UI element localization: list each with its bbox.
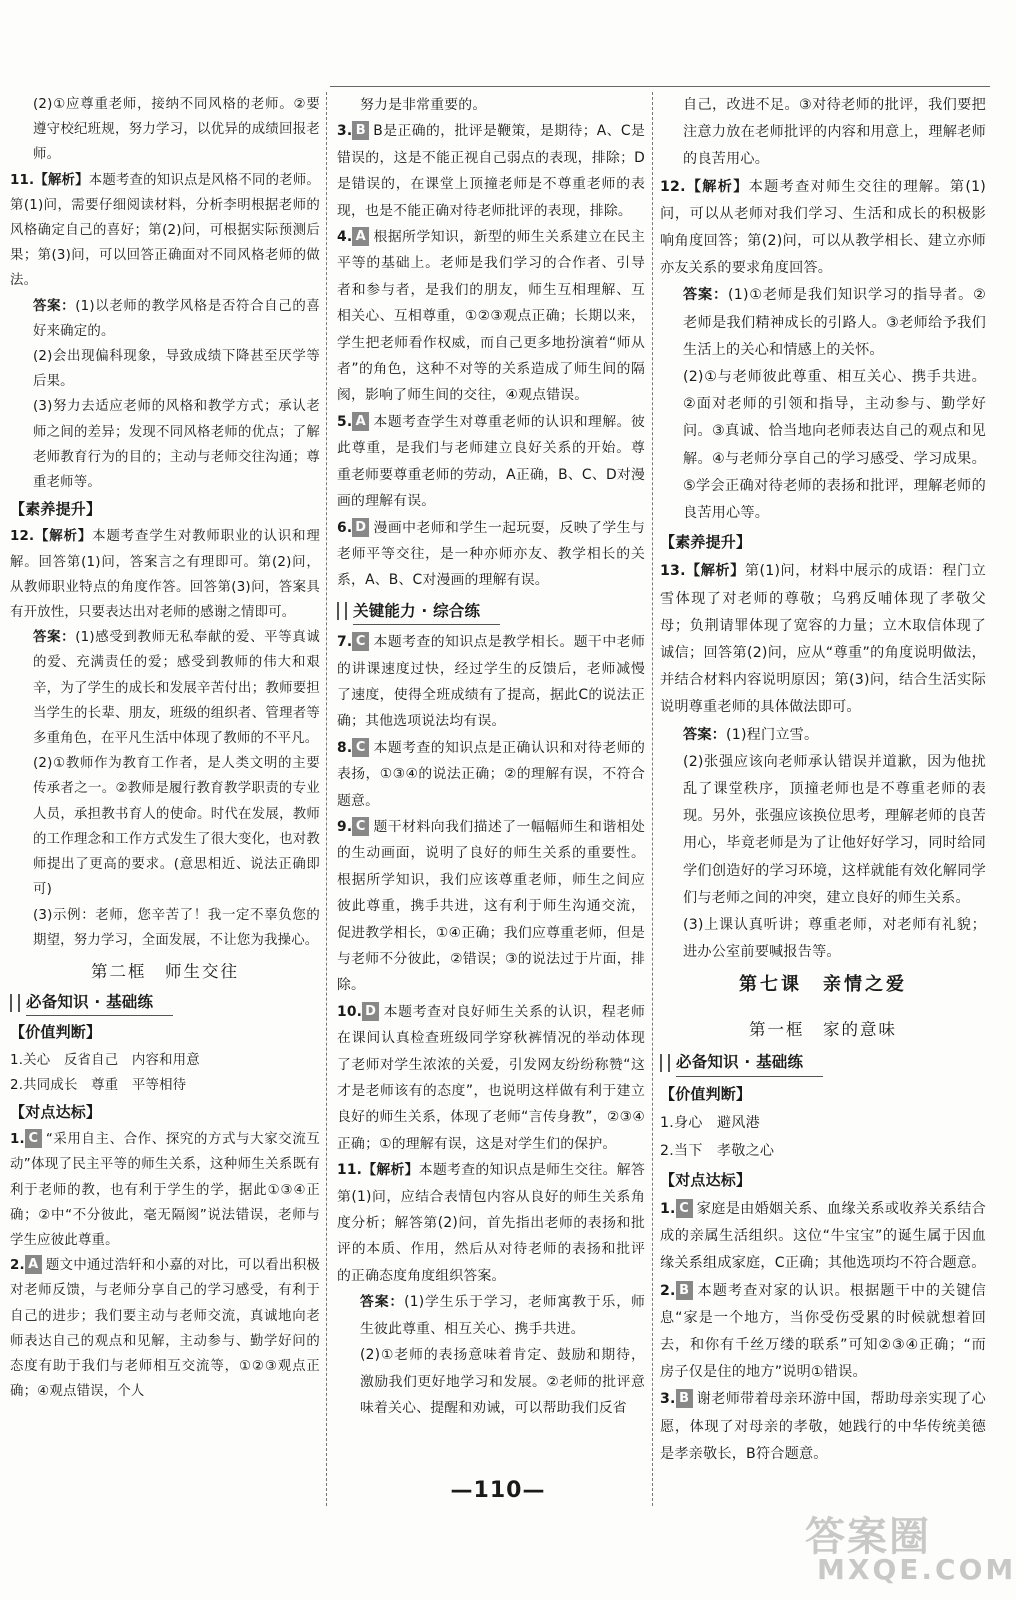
answer-para [337,1289,645,1342]
question-text: 漫画中老师和学生一起玩耍，反映了学生与老师平等交往，是一种亦师亦友、教学相长的关系，A、B、C对漫画的理解有误。 [337,519,645,589]
question-1 [10,1127,320,1253]
analysis-tag: 【解析】 [34,529,93,545]
question-number: 1. [660,1200,676,1217]
answer-para [660,282,986,364]
question-1 [660,1196,986,1278]
answer-tag: 答案： [683,287,729,304]
section-title: 关键能力 · 综合练 [353,598,500,625]
top-rule [330,86,990,87]
question-number: 13. [660,563,686,580]
sub-heading: 【价值判断】 [10,1023,102,1042]
answer-box: C [25,1129,42,1148]
analysis-text: 本题考查的知识点是师生交往。解答第(1)问，应结合表情包内容从良好的师生关系角度分析；解答第(2)问，首先指出老师的表扬和批评的本质、作用，然后从对待老师的表扬和批评的正确态度角度组织答案。 [337,1162,645,1284]
answer-box: B [676,1389,693,1408]
section-bar [10,990,320,1016]
question-11 [337,1157,645,1289]
sub-heading: 【对点达标】 [660,1170,752,1189]
answer-tag: 答案： [683,726,727,743]
answer-box: C [352,632,369,651]
watermark-logo [805,1505,1016,1595]
answer-text: 努力是非常重要的。 [360,97,487,113]
value-item: 2.共同成长 尊重 平等相待 [10,1077,187,1093]
answer-text: (1)以老师的教学风格是否符合自己的喜好来确定的。 [33,298,320,339]
column-divider-1 [326,92,327,1506]
question-text: 本题考查学生对尊重老师的认识和理解。彼此尊重，是我们与老师建立良好关系的开始。尊重老师要尊重老师的劳动，A正确，B、C、D对漫画的理解有误。 [337,413,645,510]
answer-para [10,625,320,751]
page-number: —110— [450,1478,546,1503]
question-text: 本题考查的知识点是教学相长。题干中老师的讲课速度过快，经过学生的反馈后，老师减慢了速度，使得全班成绩有了提高，据此C的说法正确；其他选项说法均有误。 [337,634,645,730]
frame-title: 第一框 家的意味 [749,1019,897,1039]
answer-text: (3)上课认真听讲；尊重老师，对老师有礼貌；进办公室前要喊报告等。 [683,917,986,961]
section-title: 必备知识 · 基础练 [26,990,173,1016]
answer-box: B [676,1281,693,1300]
question-6 [337,515,645,594]
question-11 [10,168,320,294]
question-text: “采用自主、合作、探究的方式与大家交流互动”体现了民主平等的师生关系，这种师生关系既有利于老师的教，也有利于学生的学，据此①③④正确；②中“不分彼此，毫无隔阂”说法错误，老师与学生应彼此尊重。 [10,1132,320,1248]
question-number: 1. [10,1132,25,1148]
answer-text: (3)努力去适应老师的风格和教学方式；承认老师之间的差异；发现不同风格老师的优点；了解老师教育行为的目的；主动与老师交往沟通；尊重老师等。 [33,399,320,491]
answer-box: D [352,518,369,537]
analysis-text: 本题考查的知识点是风格不同的老师。第(1)问，需要仔细阅读材料，分析李明根据老师的风格确定自己的喜好；第(2)问，可根据实际预测后果；第(3)问，可以回答正确面对不同风格老师的做法。 [10,172,320,289]
answer-tag: 答案： [33,630,76,646]
question-number: 3. [337,123,353,140]
answer-text: (2)①教师作为教育工作者，是人类文明的主要传承者之一。②教师是履行教育教学职责的专业人员，承担教书育人的使命。时代在发展，教师的工作理念和工作方式发生了很大变化，也对教师提出了更高的要求。(意思相近、说法正确即可) [33,756,320,898]
question-number: 11. [10,172,35,188]
question-number: 7. [337,634,353,651]
value-item: 1.身心 避风港 [660,1115,760,1132]
question-number: 11. [337,1162,363,1179]
answer-tag: 答案： [33,298,76,314]
question-number: 9. [337,818,353,835]
answer-box: A [25,1255,42,1274]
value-item: 1.关心 反省自己 内容和用意 [10,1052,200,1068]
question-number: 3. [660,1391,676,1408]
analysis-text: 本题考查学生对教师职业的认识和理解。回答第(1)问，答案言之有理即可。第(2)问，从教师职业特点的角度作答。回答第(3)问，答案具有开放性，只要表达出对老师的感谢之情即可。 [10,529,320,621]
answer-box: C [352,738,369,757]
analysis-text: 本题考查对师生交往的理解。第(1)问，可以从老师对我们学习、生活和成长的积极影响角度回答；第(2)问，可以从教学相长、建立亦师亦友关系的要求角度回答。 [660,178,986,277]
analysis-tag: 【解析】 [685,178,749,195]
question-number: 12. [660,178,686,195]
answer-text: (1)学生乐于学习，老师寓教于乐，师生彼此尊重、相互关心、携手共进。 [360,1294,645,1337]
bar-icon [660,1054,670,1072]
answer-text: (2)①应尊重老师，接纳不同风格的老师。②要遵守校纪班规，努力学习，以优异的成绩回报老师。 [33,97,320,163]
answer-box: A [352,227,369,246]
section-title: 必备知识 · 基础练 [676,1049,823,1077]
question-2 [10,1253,320,1404]
column-right [660,92,986,1468]
question-text: 根据所学知识，新型的师生关系建立在民主平等的基础上。老师是我们学习的合作者、引导者和参与者，是我们的朋友，师生互相理解、互相关心、互相尊重，①②③观点正确；长期以来，学生把老师看作权威，而自己更多地扮演着“师从者”的角色，这种不对等的关系造成了师生间的隔阂，影响了师生间的交往，④观点错误。 [337,229,645,404]
section-heading: 【素养提升】 [10,500,102,519]
question-13 [660,558,986,721]
watermark-line-2: MXQE.COM [817,1553,1016,1586]
answer-text: (2)①老师的表扬意味着肯定、鼓励和期待，激励我们更好地学习和发展。②老师的批评意味着关心、提醒和劝诫，可以帮助我们反省 [360,1347,645,1416]
analysis-tag: 【解析】 [34,172,89,188]
answer-box: C [676,1199,693,1218]
question-10 [337,999,645,1157]
question-12 [10,524,320,625]
analysis-tag: 【解析】 [685,563,745,580]
answer-text: (2)会出现偏科现象，导致成绩下降甚至厌学等后果。 [33,349,320,390]
question-2 [660,1278,986,1387]
question-text: 本题考查对家的认识。根据题干中的关键信息“家是一个地方，当你受伤受累的时候就想着回去，和你有千丝万缕的联系”可知②③④正确；“而房子仅是住的地方”说明①错误。 [660,1282,986,1381]
question-number: 10. [337,1003,363,1020]
answer-box: B [352,121,369,140]
sub-heading: 【价值判断】 [660,1085,752,1104]
question-text: 家庭是由婚姻关系、血缘关系或收养关系结合成的亲属生活组织。这位“牛宝宝”的诞生属于因血缘关系组成家庭，C正确；其他选项均不符合题意。 [660,1200,986,1272]
column-divider-2 [652,92,653,1506]
question-number: 2. [660,1282,676,1299]
answer-text: (2)张强应该向老师承认错误并道歉，因为他扰乱了课堂秩序，顶撞老师也是不尊重老师的表现。另外，张强应该换位思考，理解老师的良苦用心，毕竟老师是为了让他好好学习，同时给同学们创造好的学习环境，这样就能有效化解同学们与老师之间的冲突，建立良好的师生关系。 [683,753,986,906]
answer-box: C [352,817,369,836]
question-text: 题文中通过浩轩和小嘉的对比，可以看出积极对老师反馈，与老师分享自己的学习感受，有利于自己的进步；我们要主动与老师交流，真诚地向老师表达自己的观点和见解，主动参与、勤学好问的态度有助于我们与老师相互交流等，①②③观点正确；④观点错误，个人 [10,1258,320,1400]
answer-text: (1)①老师是我们知识学习的指导者。②老师是我们精神成长的引路人。③老师给予我们生活上的关心和情感上的关怀。 [683,287,986,358]
question-text: 本题考查对良好师生关系的认识，程老师在课间认真检查班级同学穿秋裤情况的举动体现了老师对学生浓浓的关爱，引发网友纷纷称赞“这才是老师该有的态度”，也说明这样做有利于建立良好的师生关系，体现了老师“言传身教”，②③④正确；①的理解有误，这是对学生们的保护。 [337,1003,645,1152]
analysis-text: 第(1)问，材料中展示的成语：程门立雪体现了对老师的尊敬；乌鸦反哺体现了孝敬父母；负荆请罪体现了宽容的力量；立木取信体现了诚信；回答第(2)问，应从“尊重”的角度说明做法，并结合材料内容说明原因；第(3)问，结合生活实际说明尊重老师的具体做法即可。 [660,563,986,716]
question-9 [337,814,645,999]
bar-icon [337,602,347,620]
analysis-tag: 【解析】 [362,1162,419,1179]
value-item: 2.当下 孝敬之心 [660,1142,775,1159]
question-number: 2. [10,1258,25,1274]
question-8 [337,735,645,814]
question-number: 4. [337,229,353,246]
question-text: 本题考查的知识点是正确认识和对待老师的表扬，①③④的说法正确；②的理解有误，不符合题意。 [337,739,645,809]
column-left [10,92,320,1404]
question-3 [660,1386,986,1468]
question-5 [337,409,645,515]
answer-para [660,722,986,749]
answer-tag: 答案： [360,1294,405,1311]
question-7 [337,629,645,735]
answer-text: 自己，改进不足。③对待老师的批评，我们要把注意力放在老师批评的内容和用意上，理解老师的良苦用心。 [683,97,986,168]
answer-text: (1)程门立雪。 [726,726,819,743]
bar-icon [10,994,20,1012]
question-3 [337,118,645,224]
question-4 [337,224,645,409]
section-heading: 【素养提升】 [660,533,752,552]
question-text: 题干材料向我们描述了一幅幅师生和谐相处的生动画面，说明了良好的师生关系的重要性。根据所学知识，我们应该尊重老师，师生之间应彼此尊重，携手共进，这有利于师生沟通交流，促进教学相长，①④正确；我们应尊重老师，但是与老师不分彼此，②错误；③的说法过于片面，排除。 [337,818,645,994]
column-middle [337,92,645,1421]
answer-box: A [352,412,369,431]
sub-heading: 【对点达标】 [10,1102,102,1121]
question-text: 谢老师带着母亲环游中国，帮助母亲实现了心愿，体现了对母亲的孝敬，她践行的中华传统美德是孝亲敬长，B符合题意。 [660,1391,986,1462]
answer-text: (3)示例：老师，您辛苦了！我一定不辜负您的期望，努力学习，全面发展，不让您为我操心。 [33,907,320,948]
watermark-line-1: 答案圈 [805,1513,931,1560]
answer-box: D [362,1002,379,1021]
section-bar [337,598,645,625]
answer-text: (2)①与老师彼此尊重、相互关心、携手共进。②面对老师的引领和指导，主动参与、勤学好问。③真诚、恰当地向老师表达自己的观点和见解。④与老师分享自己的学习感受、学习成果。⑤学会正确对待老师的表扬和批评，理解老师的良苦用心等。 [683,369,986,522]
question-text: B是正确的，批评是鞭策，是期待；A、C是错误的，这是不能正视自己弱点的表现，排除；D是错误的，在课堂上顶撞老师是不尊重老师的表现，也是不能正确对待老师批评的表现，排除。 [337,123,645,219]
frame-title: 第二框 师生交往 [91,961,239,981]
answer-text: (1)感受到教师无私奉献的爱、平等真诚的爱、充满责任的爱；感受到教师的伟大和艰辛，为了学生的成长和发展辛苦付出；教师要担当学生的长辈、朋友，班级的组织者、管理者等多重角色，在平凡生活中体现了教师的不平凡。 [33,630,320,747]
question-12 [660,174,986,283]
section-bar [660,1049,986,1077]
question-number: 8. [337,739,353,756]
question-number: 6. [337,519,353,536]
answer-para [10,294,320,344]
lesson-title: 第七课 亲情之爱 [739,973,907,995]
question-number: 12. [10,529,35,545]
question-number: 5. [337,413,353,430]
